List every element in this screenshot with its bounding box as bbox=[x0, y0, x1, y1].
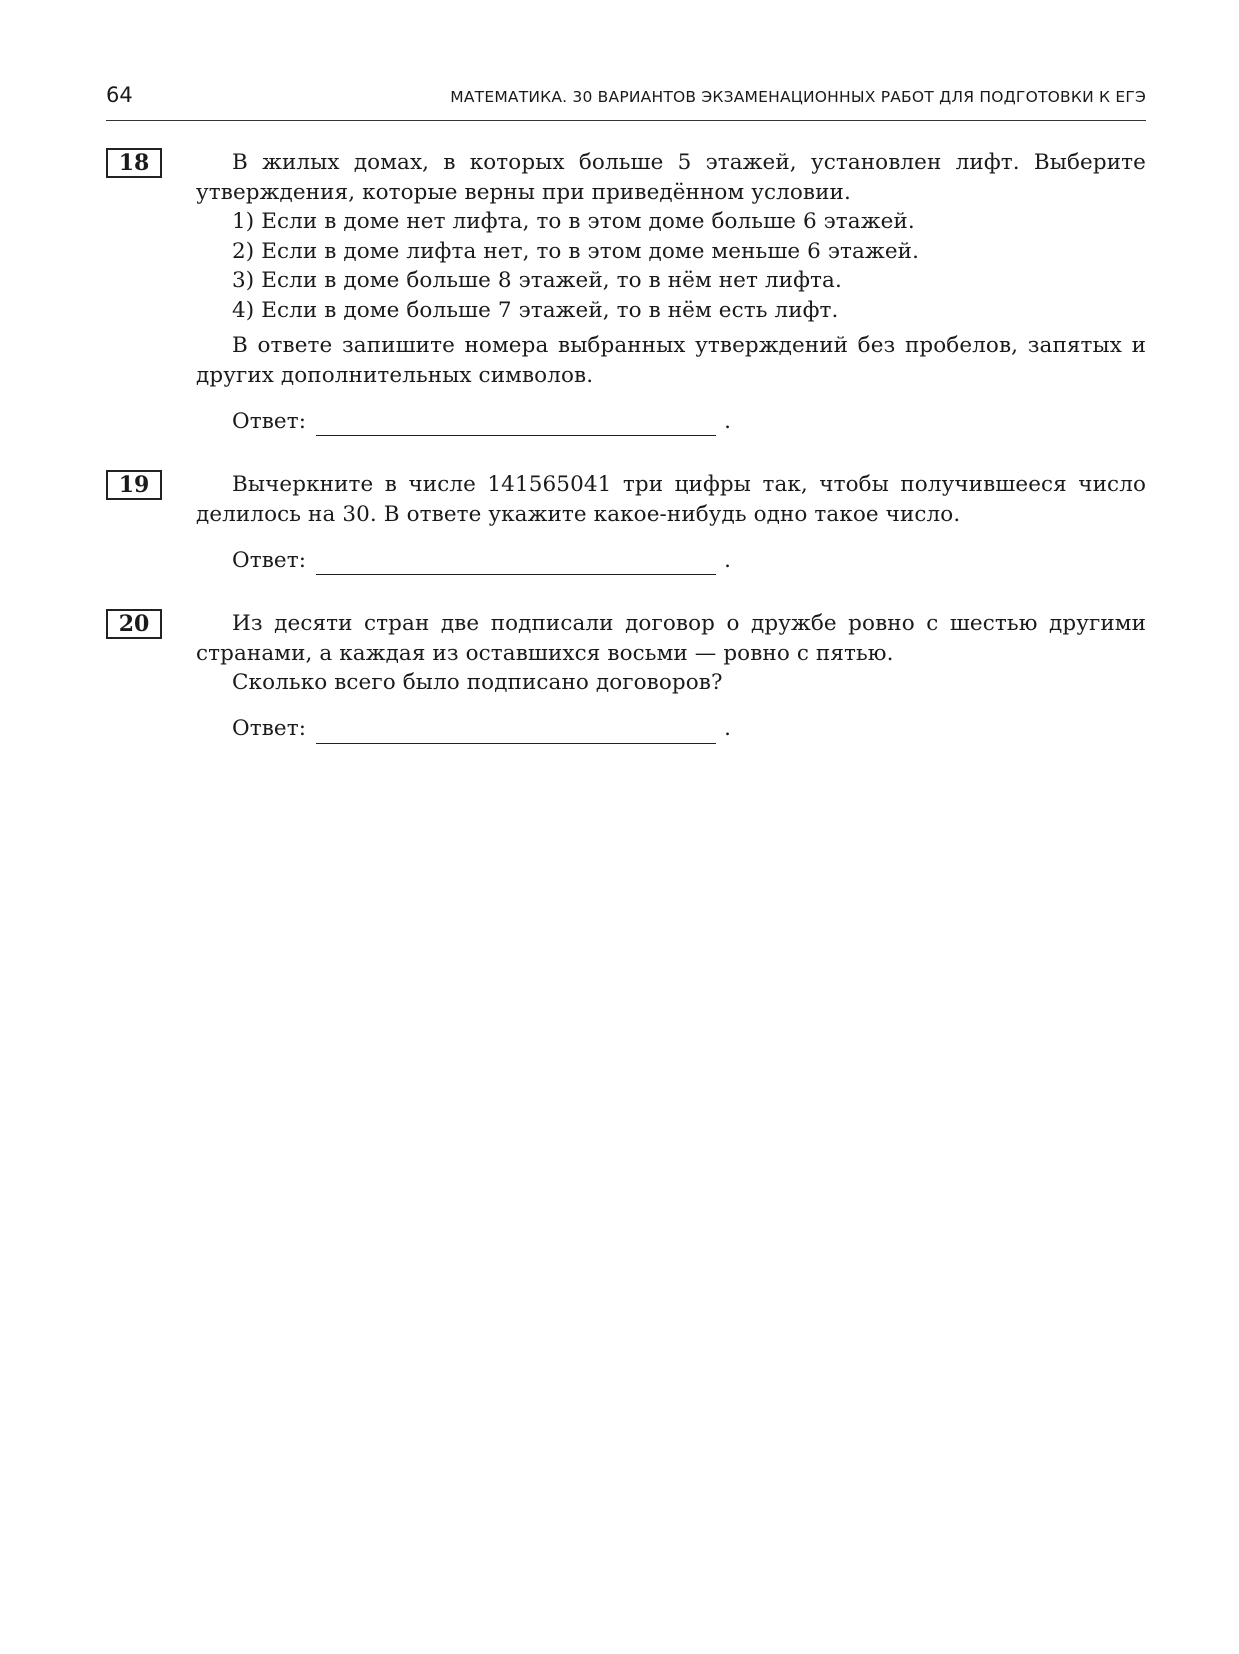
page-header bbox=[106, 82, 1146, 121]
task-body bbox=[196, 148, 1146, 436]
answer-line bbox=[232, 545, 1146, 575]
answer-label: Ответ: bbox=[232, 408, 307, 434]
answer-blank[interactable] bbox=[316, 721, 716, 744]
answer-line bbox=[232, 406, 1146, 436]
option-list bbox=[196, 207, 1146, 325]
option-item: 3) Если в доме больше 8 этажей, то в нём нет лифта. bbox=[232, 268, 842, 293]
answer-period: . bbox=[724, 408, 732, 434]
task-19 bbox=[106, 470, 1146, 575]
page-number: 64 bbox=[106, 83, 133, 107]
option-item: 1) Если в доме нет лифта, то в этом доме больше 6 этажей. bbox=[232, 209, 915, 234]
task-body bbox=[196, 609, 1146, 744]
task-number-box: 20 bbox=[106, 609, 162, 639]
answer-period: . bbox=[724, 547, 732, 573]
running-title: МАТЕМАТИКА. 30 ВАРИАНТОВ ЭКЗАМЕНАЦИОННЫХ РАБОТ ДЛЯ ПОДГОТОВКИ К ЕГЭ bbox=[450, 88, 1146, 106]
answer-label: Ответ: bbox=[232, 716, 307, 741]
task-18 bbox=[106, 148, 1146, 436]
answer-label: Ответ: bbox=[232, 547, 307, 573]
option-item: 2) Если в доме лифта нет, то в этом доме меньше 6 этажей. bbox=[232, 238, 920, 264]
task-statement: В жилых домах, в которых больше 5 этажей, установлен лифт. Выберите утверждения, которые верны при приведённом условии. bbox=[196, 150, 1146, 205]
task-body bbox=[196, 470, 1146, 575]
task-statement: Из десяти стран две подписали договор о дружбе ровно с шестью другими странами, а каждая из оставшихся восьми — ровно с пятью. bbox=[196, 611, 1146, 666]
task-statement: Вычеркните в числе 141565041 три цифры так, чтобы получившееся число делилось на 30. В ответе укажите какое-нибудь одно такое число. bbox=[196, 472, 1146, 527]
answer-period: . bbox=[724, 716, 732, 741]
option-item: 4) Если в доме больше 7 этажей, то в нём есть лифт. bbox=[232, 297, 839, 323]
task-instruction: В ответе запишите номера выбранных утверждений без пробелов, запятых и других дополнительных символов. bbox=[196, 333, 1146, 388]
task-question: Сколько всего было подписано договоров? bbox=[232, 670, 723, 695]
task-20 bbox=[106, 609, 1146, 744]
task-number-box: 19 bbox=[106, 470, 162, 500]
answer-line bbox=[232, 714, 1146, 744]
answer-blank[interactable] bbox=[316, 413, 716, 436]
answer-blank[interactable] bbox=[316, 552, 716, 575]
task-number-box: 18 bbox=[106, 148, 162, 178]
